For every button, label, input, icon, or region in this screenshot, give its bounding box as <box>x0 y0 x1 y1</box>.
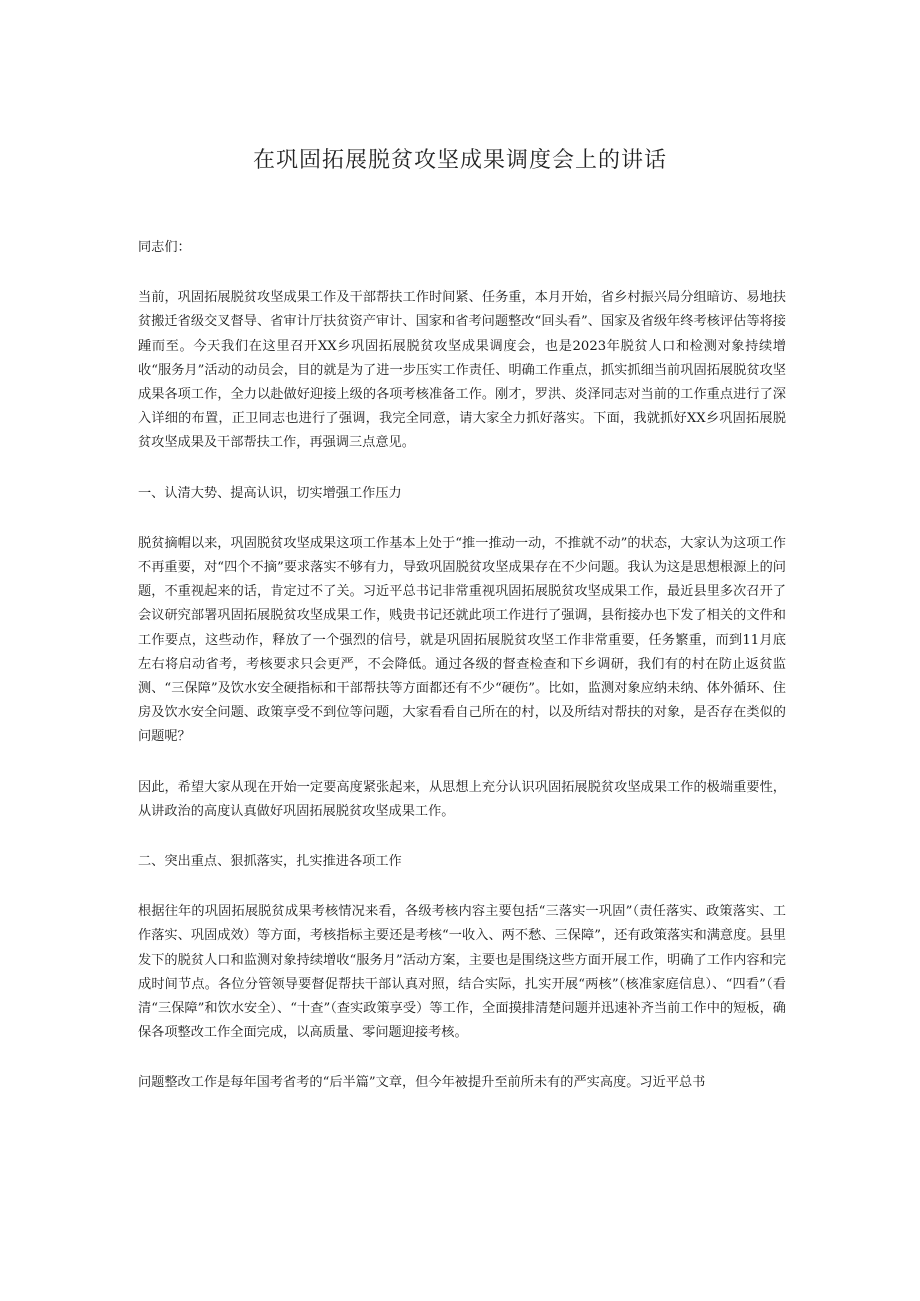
paragraph: 根据往年的巩固拓展脱贫成果考核情况来看，各级考核内容主要包括“三落实一巩固”（责任落实、政策落实、工作落实、巩固成效）等方面，考核指标主要还是考核“一收入、两不愁、三保障”，还有政策落实和满意度。县里发下的脱贫人口和监测对象持续增收“服务月”活动方案，主要也是围绕这些方面开展工作，明确了工作内容和完成时间节点。各位分管领导要督促帮扶干部认真对照，结合实际，扎实开展“两核”（核准家庭信息）、“四看”（看清“三保障”和饮水安全）、“十查”（查实政策享受）等工作，全面摸排清楚问题并迅速补齐当前工作中的短板，确保各项整改工作全面完成，以高质量、零问题迎接考核。 <box>138 904 786 1041</box>
section-heading: 一、认清大势、提高认识，切实增强工作压力 <box>138 485 402 501</box>
salutation: 同志们： <box>138 240 191 255</box>
paragraph: 问题整改工作是每年国考省考的“后半篇”文章，但今年被提升至前所未有的严实高度。习近平总书 <box>138 1075 706 1091</box>
page-title: 在巩固拓展脱贫攻坚成果调度会上的讲话 <box>252 148 667 173</box>
paragraph: 当前，巩固拓展脱贫攻坚成果工作及干部帮扶工作时间紧、任务重，本月开始，省乡村振兴局分组暗访、易地扶贫搬迁省级交叉督导、省审计厅扶贫资产审计、国家和省考问题整改“回头看”、国家及省级年终考核评估等将接踵而至。今天我们在这里召开XX乡巩固拓展脱贫攻坚成果调度会，也是2023年脱贫人口和检测对象持续增收“服务月”活动的动员会，目的就是为了进一步压实工作责任、明确工作重点，抓实抓细当前巩固拓展脱贫攻坚成果各项工作，全力以赴做好迎接上级的各项考核准备工作。刚才，罗洪、炎泽同志对当前的工作重点进行了深入详细的布置，正卫同志也进行了强调，我完全同意，请大家全力抓好落实。下面，我就抓好XX乡巩固拓展脱贫攻坚成果及干部帮扶工作，再强调三点意见。 <box>138 290 786 451</box>
document-body <box>138 236 786 1096</box>
paragraph: 脱贫摘帽以来，巩固脱贫攻坚成果这项工作基本上处于“推一推动一动，不推就不动”的状态，大家认为这项工作不再重要，对“四个不摘”要求落实不够有力，导致巩固脱贫攻坚成果存在不少问题。我认为这是思想根源上的问题，不重视起来的话，肯定过不了关。习近平总书记非常重视巩固拓展脱贫攻坚成果工作，最近县里多次召开了会议研究部署巩固拓展脱贫攻坚成果工作，贱贵书记还就此项工作进行了强调，县衔接办也下发了相关的文件和工作要点，这些动作，释放了一个强烈的信号，就是巩固拓展脱贫攻坚工作非常重要，任务繁重，而到11月底左右将启动省考，考核要求只会更严，不会降低。通过各级的督查检查和下乡调研，我们有的村在防止返贫监测、“三保障”及饮水安全硬指标和干部帮扶等方面都还有不少“硬伤”。比如，监测对象应纳未纳、体外循环、住房及饮水安全问题、政策享受不到位等问题，大家看看自己所在的村，以及所结对帮扶的对象，是否存在类似的问题呢？ <box>138 535 786 745</box>
section-heading: 二、突出重点、狠抓落实，扎实推进各项工作 <box>138 854 402 870</box>
paragraph: 因此，希望大家从现在开始一定要高度紧张起来，从思想上充分认识巩固拓展脱贫攻坚成果工作的极端重要性，从讲政治的高度认真做好巩固拓展脱贫攻坚成果工作。 <box>138 779 786 819</box>
